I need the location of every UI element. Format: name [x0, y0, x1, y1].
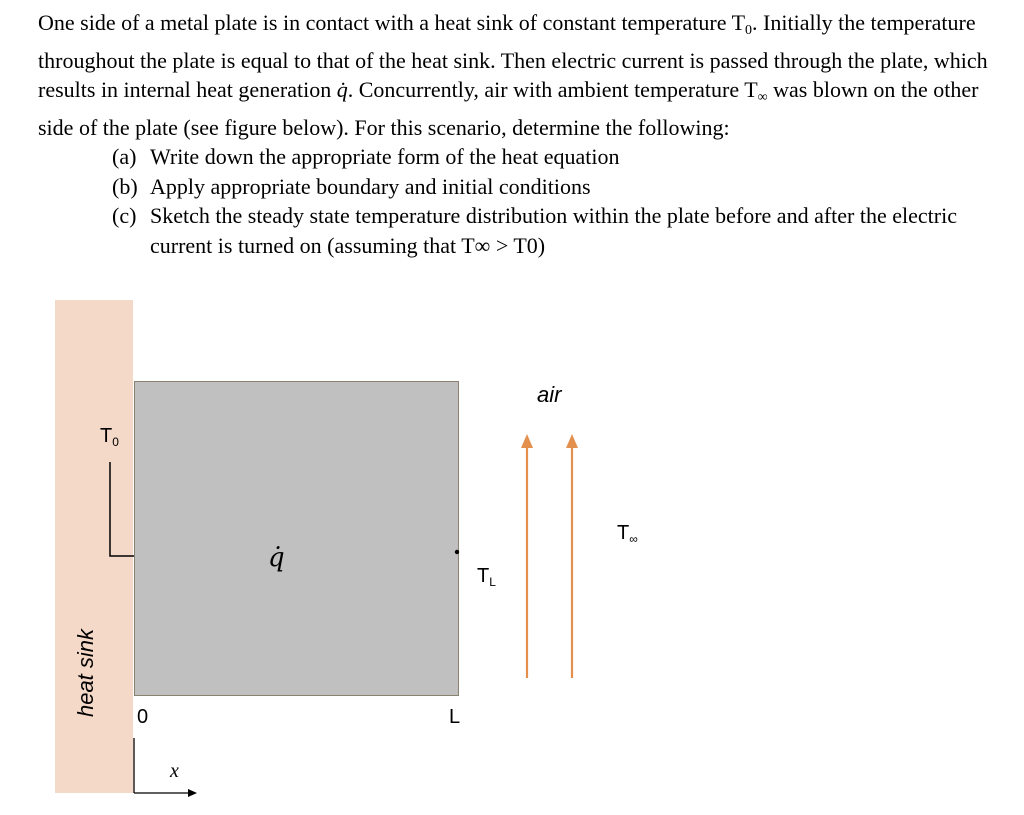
tl-label: $T_L$: [477, 565, 496, 589]
t0-label: $T_0$: [100, 425, 119, 449]
t0-bracket: [110, 462, 134, 556]
length-label: L: [449, 706, 461, 728]
heat-sink-label: heat sink: [73, 628, 99, 718]
tl-point: [455, 550, 459, 554]
air-arrow-right-head: [566, 434, 578, 448]
question-part-c: (c) Sketch the steady state temperature distribution within the plate before and after the electric current is turned on (assuming that T∞ > T0): [112, 203, 957, 258]
problem-intro: One side of a metal plate is in contact with a heat sink of constant temperature $T_0$. Initially the temperature throughout the plate is equal to that of the heat sink. Then electric current is passed through the plate, which results in internal heat generation q̇. Concurrently, air with ambient temperature $T_\infty$ was blown on the other side of the plate (see figure below). For this scenario, determine the following:: [38, 10, 988, 140]
air-arrow-left-head: [521, 434, 533, 448]
tinf-label: $T_\infty$: [617, 522, 638, 546]
heat-generation-label: q̇: [268, 543, 285, 573]
air-label: air: [537, 382, 562, 407]
question-part-a: (a) Write down the appropriate form of the heat equation: [112, 144, 620, 169]
question-part-b: (b) Apply appropriate boundary and initial conditions: [112, 173, 591, 199]
x-axis-arrow-head: [188, 789, 197, 797]
origin-label: 0: [137, 706, 149, 728]
x-axis-label: x: [170, 760, 179, 782]
